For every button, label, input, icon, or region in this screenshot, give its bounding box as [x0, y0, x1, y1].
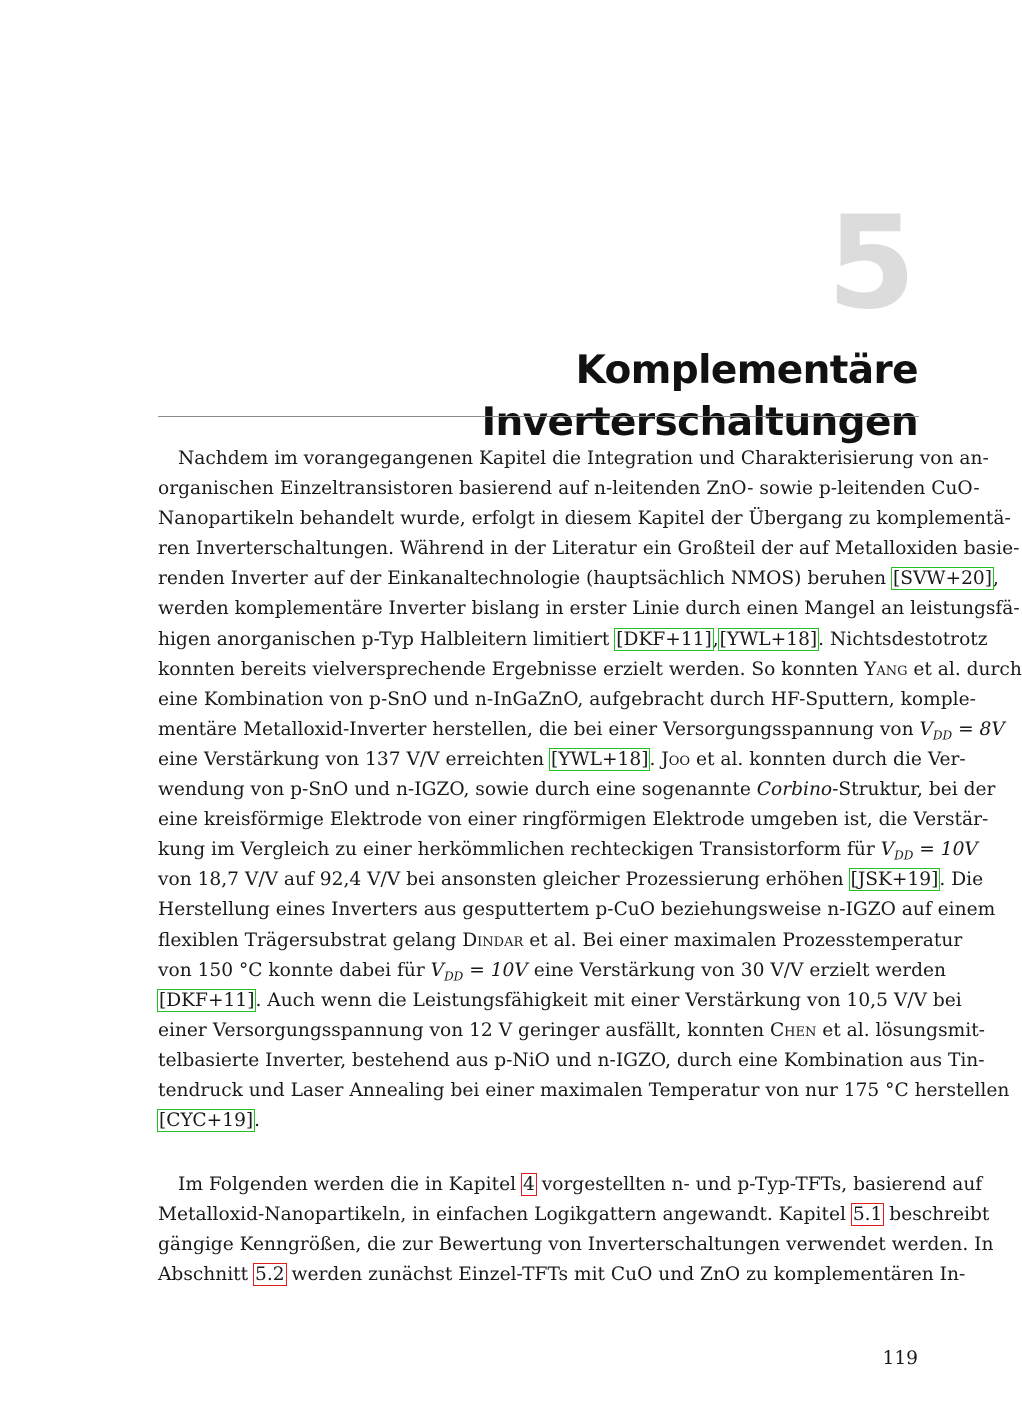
citation-link[interactable]: [YWL+18] [550, 748, 649, 770]
text-line: Metalloxid-Nanopartikeln, in einfachen Logikgattern angewandt. Kapitel 5.1 beschreibt [158, 1204, 990, 1226]
text-line: eine Kombination von p-SnO und n-InGaZnO, aufgebracht durch HF-Sputtern, komple- [158, 688, 976, 710]
text-line: von 18,7 V/V auf 92,4 V/V bei ansonsten gleicher Prozessierung erhöhen [JSK+19]. Die [158, 869, 984, 891]
text-line: tendruck und Laser Annealing bei einer maximalen Temperatur von nur 175 °C herstellen [158, 1079, 1010, 1101]
text-line: kung im Vergleich zu einer herkömmlichen rechteckigen Transistorform für $V_{DD} = 10V$ [158, 839, 978, 863]
author-name: Yang [864, 658, 908, 680]
text-line: wendung von p-SnO und n-IGZO, sowie durch eine sogenannte Corbino-Struktur, bei der [158, 779, 996, 801]
text-line: organischen Einzeltransistoren basierend auf n-leitenden ZnO- sowie p-leitenden CuO- [158, 478, 980, 500]
text-line: [CYC+19]. [159, 1110, 261, 1132]
citation-link[interactable]: [YWL+18] [719, 628, 818, 650]
text-line: flexiblen Trägersubstrat gelang Dindar et al. Bei einer maximalen Prozesstemperatur [158, 929, 963, 951]
text-line: ren Inverterschaltungen. Während in der Literatur ein Großteil der auf Metalloxiden basie- [158, 538, 1020, 560]
math-symbol: $V_{DD}$ [430, 959, 464, 984]
text-line: konnten bereits vielversprechende Ergebnisse erzielt werden. So konnten Yang et al. durch [158, 658, 1022, 680]
text-line: renden Inverter auf der Einkanaltechnologie (hauptsächlich NMOS) beruhen [SVW+20], [158, 568, 999, 590]
text-line: mentäre Metalloxid-Inverter herstellen, die bei einer Versorgungsspannung von $V_{DD} = 8V$ [158, 718, 1005, 743]
paragraph-gap [158, 1136, 919, 1170]
author-name: Chen [769, 1019, 817, 1041]
chapter-number: 5 [826, 189, 916, 338]
text-line: Im Folgenden werden die in Kapitel 4 vorgestellten n- und p-Typ-TFTs, basierend auf [178, 1174, 983, 1196]
author-name: Joo [661, 748, 691, 770]
text-line: von 150 °C konnte dabei für $V_{DD} = 10V$ eine Verstärkung von 30 V/V erzielt werden [158, 959, 947, 984]
citation-link[interactable]: [CYC+19] [159, 1110, 254, 1132]
citation-link[interactable]: [DKF+11] [616, 628, 712, 650]
text-line: gängige Kenngrößen, die zur Bewertung von Inverterschaltungen verwendet werden. In [158, 1234, 994, 1256]
title-divider [158, 416, 919, 417]
math-symbol: $V_{DD}$ [919, 718, 953, 743]
text-line: werden komplementäre Inverter bislang in erster Linie durch einen Mangel an leistungsfä- [158, 598, 1020, 620]
section-reference-link[interactable]: 5.2 [255, 1264, 285, 1286]
math-symbol: $V_{DD}$ [880, 839, 914, 863]
page-number: 119 [882, 1348, 918, 1369]
author-name: Dindar [462, 929, 524, 951]
text-line: telbasierte Inverter, bestehend aus p-NiO und n-IGZO, durch eine Kombination aus Tin- [158, 1049, 985, 1071]
text-line: higen anorganischen p-Typ Halbleitern limitiert [DKF+11],[YWL+18]. Nichtsdestotrotz [158, 628, 988, 650]
text-line: eine kreisförmige Elektrode von einer ringförmigen Elektrode umgeben ist, die Verstär- [158, 809, 989, 831]
text-line: [DKF+11]. Auch wenn die Leistungsfähigkeit mit einer Verstärkung von 10,5 V/V bei [159, 989, 962, 1011]
text-line: Herstellung eines Inverters aus gesputtertem p-CuO beziehungsweise n-IGZO auf einem [158, 899, 996, 921]
text-line: Abschnitt 5.2 werden zunächst Einzel-TFTs mit CuO und ZnO zu komplementären In- [158, 1264, 966, 1286]
body-text [158, 444, 1022, 1291]
text-line: eine Verstärkung von 137 V/V erreichten [YWL+18]. Joo et al. konnten durch die Ver- [158, 748, 966, 770]
section-reference-link[interactable]: 5.1 [852, 1204, 883, 1226]
text-line: Nanopartikeln behandelt wurde, erfolgt in diesem Kapitel der Übergang zu komplementä- [158, 508, 1011, 530]
chapter-title: Komplementäre Inverterschaltungen [481, 348, 918, 445]
citation-link[interactable]: [DKF+11] [159, 989, 255, 1011]
text-line: Nachdem im vorangegangenen Kapitel die Integration und Charakterisierung von an- [178, 448, 989, 469]
citation-link[interactable]: [JSK+19] [850, 869, 939, 891]
chapter-reference-link[interactable]: 4 [522, 1174, 535, 1196]
text-line: einer Versorgungsspannung von 12 V geringer ausfällt, konnten Chen et al. lösungsmit- [158, 1019, 985, 1041]
citation-link[interactable]: [SVW+20] [892, 568, 992, 590]
